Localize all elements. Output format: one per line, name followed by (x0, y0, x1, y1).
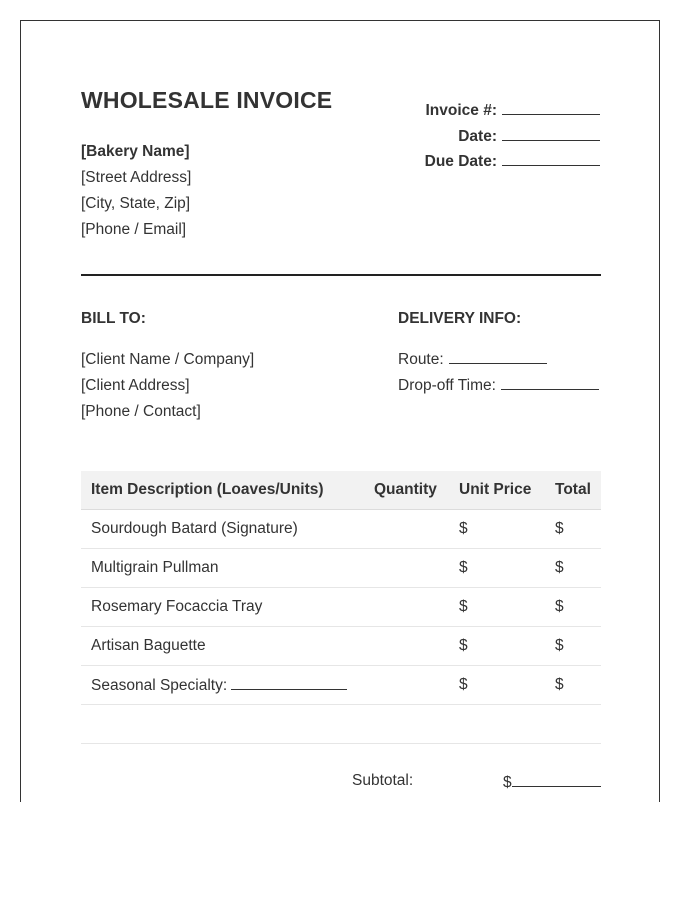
invoice-meta (360, 100, 600, 177)
column-header-total: Total (545, 471, 601, 510)
invoice-title: WHOLESALE INVOICE (81, 87, 333, 113)
bill-to-block (81, 347, 254, 425)
invoice-number-field[interactable] (502, 100, 600, 115)
item-unit-price[interactable]: $ (449, 627, 545, 666)
item-total[interactable]: $ (545, 627, 601, 666)
table-row (81, 705, 601, 744)
bakery-info (81, 139, 191, 243)
table-row (81, 549, 601, 588)
item-total[interactable]: $ (545, 549, 601, 588)
table-row (81, 627, 601, 666)
item-quantity[interactable] (364, 549, 449, 588)
dropoff-label: Drop-off Time: (398, 377, 496, 394)
table-row (81, 510, 601, 549)
item-description: Multigrain Pullman (81, 549, 364, 588)
table-header-row (81, 471, 601, 510)
item-quantity[interactable] (364, 666, 449, 705)
bill-to-heading: BILL TO: (81, 310, 146, 327)
item-unit-price[interactable]: $ (449, 666, 545, 705)
invoice-page (20, 20, 660, 802)
header-divider (81, 274, 601, 276)
subtotal-field[interactable] (512, 772, 601, 787)
item-description[interactable] (81, 705, 364, 744)
bakery-name: [Bakery Name] (81, 143, 190, 160)
item-total[interactable]: $ (545, 510, 601, 549)
invoice-number-label: Invoice #: (425, 102, 497, 119)
due-date-label: Due Date: (424, 153, 497, 170)
invoice-date-row (360, 126, 600, 152)
due-date-field[interactable] (502, 151, 600, 166)
item-unit-price[interactable] (449, 705, 545, 744)
column-header-unit-price: Unit Price (449, 471, 545, 510)
item-description: Artisan Baguette (81, 627, 364, 666)
item-unit-price[interactable]: $ (449, 588, 545, 627)
invoice-date-label: Date: (458, 127, 497, 145)
bakery-street: [Street Address] (81, 169, 192, 186)
column-header-quantity: Quantity (364, 471, 449, 510)
client-address: [Client Address] (81, 377, 190, 394)
item-unit-price[interactable]: $ (449, 549, 545, 588)
client-name: [Client Name / Company] (81, 351, 255, 368)
route-row (398, 347, 599, 373)
subtotal-label: Subtotal: (352, 772, 414, 789)
route-field[interactable] (449, 349, 547, 364)
column-header-description: Item Description (Loaves/Units) (81, 471, 364, 510)
table-row (81, 588, 601, 627)
bakery-contact: [Phone / Email] (81, 221, 187, 238)
dropoff-field[interactable] (501, 375, 599, 390)
dropoff-row (398, 373, 599, 399)
client-phone: [Phone / Contact] (81, 403, 201, 420)
item-total[interactable]: $ (545, 666, 601, 705)
seasonal-specialty-field[interactable] (231, 675, 347, 690)
item-unit-price[interactable]: $ (449, 510, 545, 549)
item-description: Sourdough Batard (Signature) (81, 510, 364, 549)
delivery-info-heading: DELIVERY INFO: (398, 310, 522, 327)
due-date-row (360, 151, 600, 177)
item-description: Rosemary Focaccia Tray (81, 588, 364, 627)
subtotal-currency: $ (503, 774, 512, 791)
items-table (81, 471, 601, 744)
item-quantity[interactable] (364, 588, 449, 627)
invoice-date-field[interactable] (502, 126, 600, 141)
item-quantity[interactable] (364, 705, 449, 744)
item-quantity[interactable] (364, 627, 449, 666)
subtotal-value (503, 772, 601, 792)
item-total[interactable]: $ (545, 588, 601, 627)
delivery-block (398, 347, 599, 399)
route-label: Route: (398, 351, 444, 368)
seasonal-specialty-label: Seasonal Specialty: (91, 677, 228, 694)
item-description (81, 666, 364, 705)
item-total[interactable] (545, 705, 601, 744)
invoice-number-row (360, 100, 600, 126)
item-quantity[interactable] (364, 510, 449, 549)
bakery-city: [City, State, Zip] (81, 195, 191, 212)
table-row (81, 666, 601, 705)
